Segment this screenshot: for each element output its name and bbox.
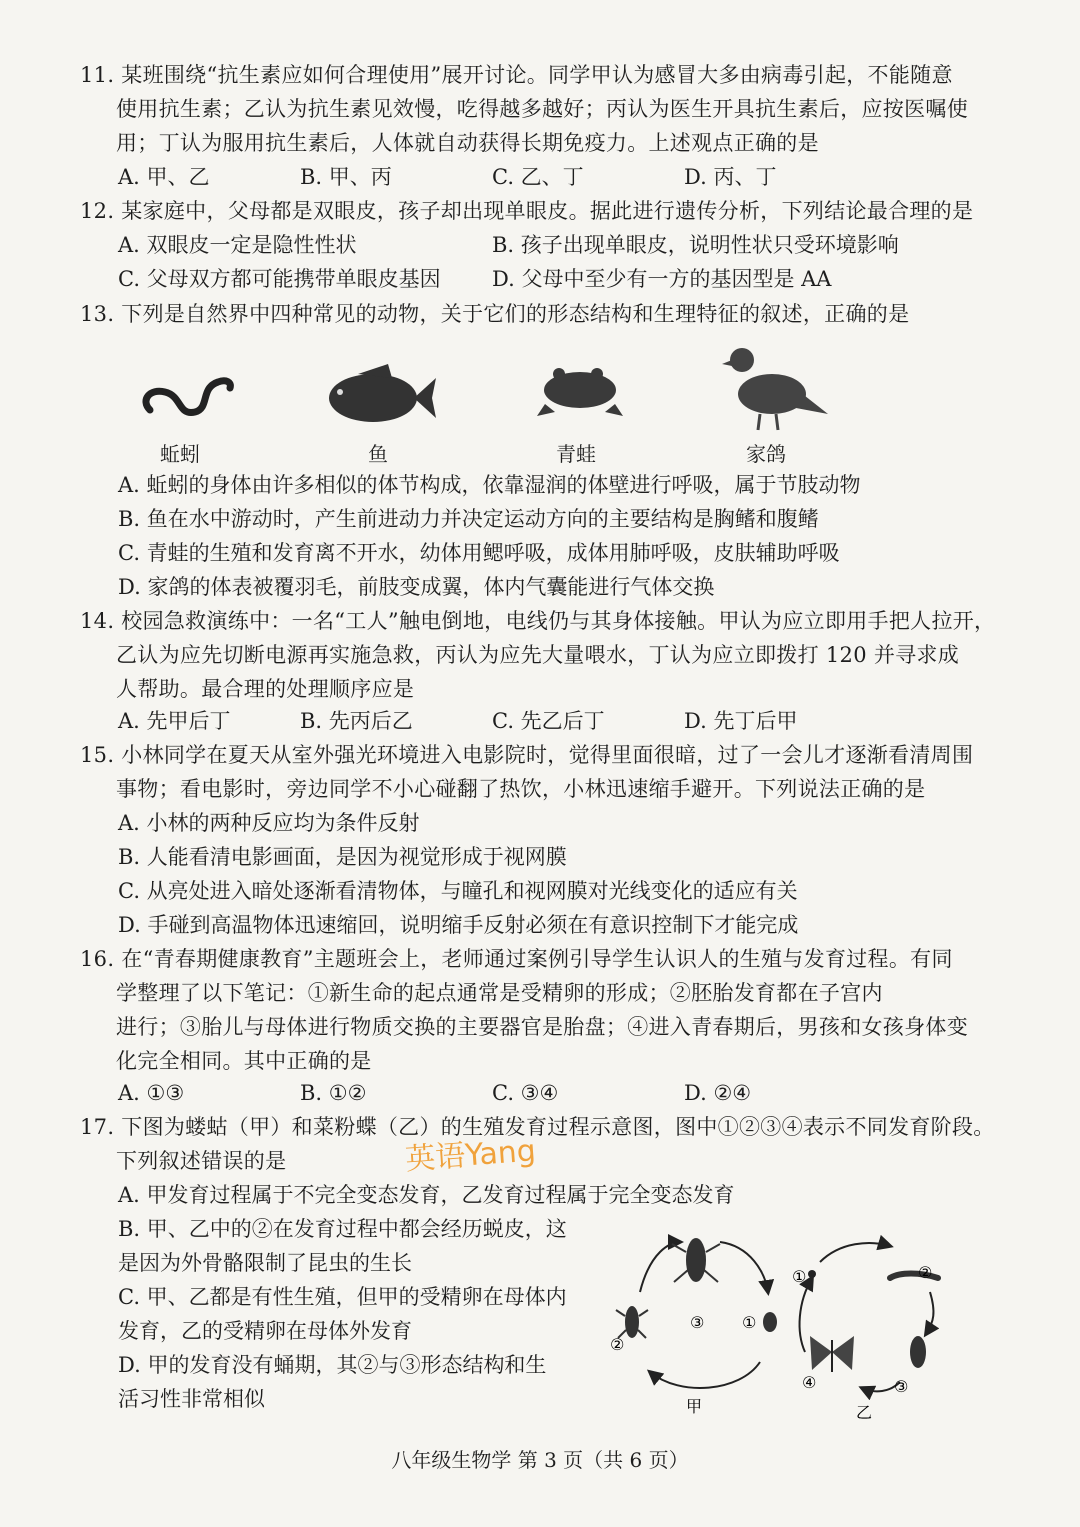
- q14-option-b: B. 先丙后乙: [300, 709, 413, 733]
- fish-image: [318, 360, 438, 432]
- frog-image: [535, 360, 625, 420]
- mole-cricket-nymph-icon: [616, 1306, 648, 1338]
- yi-stage-3: ③: [894, 1377, 909, 1396]
- q16-line-3: 进行；③胎儿与母体进行物质交换的主要器官是胎盘；④进入青春期后，男孩和女孩身体变: [116, 1015, 968, 1039]
- q17-line-2: 下列叙述错误的是: [116, 1149, 287, 1173]
- q11-option-d: D. 丙、丁: [684, 165, 777, 189]
- egg-icon: [763, 1312, 777, 1332]
- animal-label-frog: 青蛙: [556, 442, 596, 466]
- q17-option-d-line-2: 活习性非常相似: [118, 1387, 265, 1411]
- q13-option-d: D. 家鸽的体表被覆羽毛，前肢变成翼，体内气囊能进行气体交换: [118, 575, 715, 599]
- q17-option-a: A. 甲发育过程属于不完全变态发育，乙发育过程属于完全变态发育: [118, 1183, 735, 1207]
- q15-line-2: 事物；看电影时，旁边同学不小心碰翻了热饮，小林迅速缩手避开。下列说法正确的是: [116, 777, 926, 801]
- q17-option-b-line-2: 是因为外骨骼限制了昆虫的生长: [118, 1251, 412, 1275]
- yi-stage-4: ④: [802, 1373, 817, 1392]
- earthworm-image: [140, 360, 240, 430]
- q17-option-c-line-2: 发育，乙的受精卵在母体外发育: [118, 1319, 412, 1343]
- q12-option-a: A. 双眼皮一定是隐性性状: [118, 233, 357, 257]
- jia-stage-1: ①: [742, 1313, 757, 1332]
- mole-cricket-adult-icon: [672, 1238, 720, 1282]
- pigeon-image: [720, 338, 830, 433]
- q14-option-c: C. 先乙后丁: [492, 709, 605, 733]
- q12-stem: 12. 某家庭中，父母都是双眼皮，孩子却出现单眼皮。据此进行遗传分析，下列结论最合理的是: [80, 199, 974, 223]
- q14-line-2: 乙认为应先切断电源再实施急救，丙认为应先大量喂水，丁认为应立即拨打 120 并寻求成: [116, 643, 960, 667]
- page-footer: 八年级生物学 第 3 页（共 6 页）: [391, 1448, 689, 1472]
- q11-option-b: B. 甲、丙: [300, 165, 392, 189]
- q16-line-4: 化完全相同。其中正确的是: [116, 1049, 372, 1073]
- q14-option-d: D. 先丁后甲: [684, 709, 798, 733]
- q17-option-c-line-1: C. 甲、乙都是有性生殖，但甲的受精卵在母体内: [118, 1285, 567, 1309]
- q13-option-a: A. 蚯蚓的身体由许多相似的体节构成，依靠湿润的体壁进行呼吸，属于节肢动物: [118, 473, 861, 497]
- q13-option-b: B. 鱼在水中游动时，产生前进动力并决定运动方向的主要结构是胸鳍和腹鳍: [118, 507, 819, 531]
- q11-option-a: A. 甲、乙: [118, 165, 210, 189]
- q13-option-c: C. 青蛙的生殖和发育离不开水，幼体用鳃呼吸，成体用肺呼吸，皮肤辅助呼吸: [118, 541, 840, 565]
- animal-label-pigeon: 家鸽: [746, 442, 786, 466]
- q16-option-d: D. ②④: [684, 1081, 752, 1105]
- animal-label-earthworm: 蚯蚓: [160, 442, 200, 466]
- q14-line-1: 14. 校园急救演练中：一名“工人”触电倒地，电线仍与其身体接触。甲认为应立即用手把人拉开，: [80, 609, 996, 633]
- q15-line-1: 15. 小林同学在夏天从室外强光环境进入电影院时，觉得里面很暗，过了一会儿才逐渐看清周围: [80, 743, 974, 767]
- watermark: 英语Yang: [404, 1133, 537, 1178]
- q15-option-a: A. 小林的两种反应均为条件反射: [118, 811, 420, 835]
- q16-line-1: 16. 在“青春期健康教育”主题班会上，老师通过案例引导学生认识人的生殖与发育过程。有同: [80, 947, 953, 971]
- butterfly-icon: [810, 1336, 854, 1372]
- animal-label-fish: 鱼: [368, 442, 388, 466]
- yi-stage-1: ①: [792, 1267, 807, 1286]
- pupa-icon: [910, 1336, 926, 1368]
- yi-stage-2: ②: [918, 1263, 933, 1282]
- q17-line-1: 17. 下图为蝼蛄（甲）和菜粉蝶（乙）的生殖发育过程示意图，图中①②③④表示不同发育阶段。: [80, 1115, 995, 1139]
- q13-stem: 13. 下列是自然界中四种常见的动物，关于它们的形态结构和生理特征的叙述，正确的是: [80, 302, 910, 326]
- diagram-label-jia: 甲: [686, 1397, 703, 1416]
- butterfly-egg-icon: [808, 1270, 816, 1278]
- diagram-label-yi: 乙: [856, 1403, 873, 1422]
- q15-option-d: D. 手碰到高温物体迅速缩回，说明缩手反射必须在有意识控制下才能完成: [118, 913, 799, 937]
- q11-option-c: C. 乙、丁: [492, 165, 584, 189]
- q17-option-b-line-1: B. 甲、乙中的②在发育过程中都会经历蜕皮，这: [118, 1217, 567, 1241]
- q15-option-b: B. 人能看清电影画面，是因为视觉形成于视网膜: [118, 845, 567, 869]
- q16-line-2: 学整理了以下笔记：①新生命的起点通常是受精卵的形成；②胚胎发育都在子宫内: [116, 981, 883, 1005]
- q14-option-a: A. 先甲后丁: [118, 709, 231, 733]
- q16-option-b: B. ①②: [300, 1081, 367, 1105]
- q16-option-c: C. ③④: [492, 1081, 559, 1105]
- q12-option-b: B. 孩子出现单眼皮，说明性状只受环境影响: [492, 233, 899, 257]
- q11-line-1: 11. 某班围绕“抗生素应如何合理使用”展开讨论。同学甲认为感冒大多由病毒引起，不能随意: [80, 63, 953, 87]
- jia-stage-3: ③: [690, 1313, 705, 1332]
- q11-line-2: 使用抗生素；乙认为抗生素见效慢，吃得越多越好；丙认为医生开具抗生素后，应按医嘱使: [116, 97, 968, 121]
- cycle-jia: [610, 1238, 777, 1416]
- insect-lifecycle-diagram: [600, 1222, 960, 1422]
- q12-option-d: D. 父母中至少有一方的基因型是 AA: [492, 267, 832, 291]
- jia-stage-2: ②: [610, 1335, 625, 1354]
- q12-option-c: C. 父母双方都可能携带单眼皮基因: [118, 267, 441, 291]
- q14-line-3: 人帮助。最合理的处理顺序应是: [116, 677, 415, 701]
- q15-option-c: C. 从亮处进入暗处逐渐看清物体，与瞳孔和视网膜对光线变化的适应有关: [118, 879, 798, 903]
- cycle-yi: [792, 1243, 938, 1422]
- q16-option-a: A. ①③: [118, 1081, 185, 1105]
- q17-option-d-line-1: D. 甲的发育没有蛹期，其②与③形态结构和生: [118, 1353, 547, 1377]
- q11-line-3: 用；丁认为服用抗生素后，人体就自动获得长期免疫力。上述观点正确的是: [116, 131, 819, 155]
